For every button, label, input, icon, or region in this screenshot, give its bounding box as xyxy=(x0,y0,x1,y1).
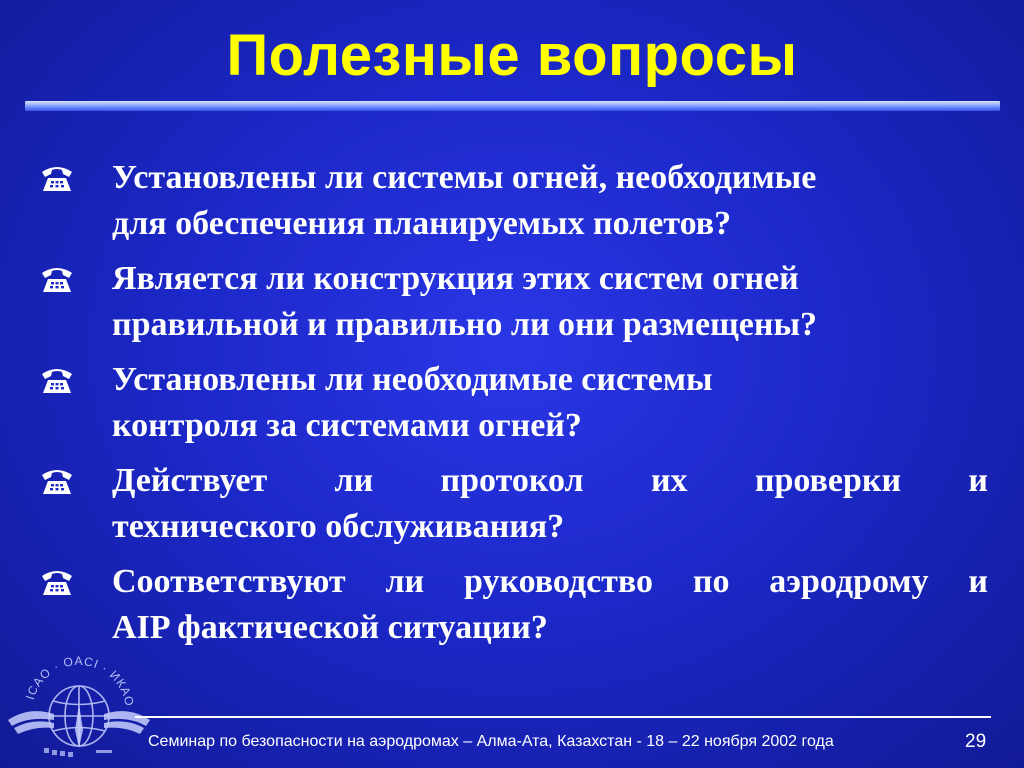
bullet-line: AIP фактической ситуации? xyxy=(112,609,548,646)
title-divider xyxy=(25,101,1000,111)
footer-text: Семинар по безопасности на аэродромах – Алма-Ата, Казахстан - 18 – 22 ноября 2002 года xyxy=(148,733,834,750)
bullet-line: Является ли конструкция этих систем огней xyxy=(112,260,799,297)
bullet-line: для обеспечения планируемых полетов? xyxy=(112,205,732,242)
bullet-text xyxy=(112,458,988,550)
icao-emblem-icon xyxy=(4,640,154,765)
bullet-line: контроля за системами огней? xyxy=(112,407,582,444)
telephone-icon xyxy=(40,155,112,193)
telephone-icon xyxy=(40,256,112,294)
bullet-line: Действует ли протокол их проверки и xyxy=(112,462,988,499)
bullet-item-2 xyxy=(40,256,988,348)
footer-divider xyxy=(135,716,991,718)
bullet-text xyxy=(112,357,988,449)
bullet-text xyxy=(112,559,988,651)
emblem-ring-text: ICAO · OACI · ИКАО xyxy=(22,653,137,708)
bullet-line: Установлены ли необходимые системы xyxy=(112,361,713,398)
bullet-text xyxy=(112,155,988,247)
telephone-icon xyxy=(40,357,112,395)
bullet-line: Соответствуют ли руководство по аэродрому и xyxy=(112,563,988,600)
bullet-item-4 xyxy=(40,458,988,550)
bullet-list xyxy=(40,155,988,660)
telephone-icon xyxy=(40,458,112,496)
slide-title: Полезные вопросы xyxy=(226,23,798,88)
bullet-line: Установлены ли системы огней, необходимые xyxy=(112,159,817,196)
bullet-line: правильной и правильно ли они размещены? xyxy=(112,306,817,343)
bullet-item-5 xyxy=(40,559,988,651)
page-number: 29 xyxy=(965,731,987,752)
telephone-icon xyxy=(40,559,112,597)
svg-text:ICAO · OACI · ИКАО xyxy=(23,654,137,708)
bullet-item-1 xyxy=(40,155,988,247)
bullet-line: технического обслуживания? xyxy=(112,508,565,545)
bullet-text xyxy=(112,256,988,348)
bullet-item-3 xyxy=(40,357,988,449)
